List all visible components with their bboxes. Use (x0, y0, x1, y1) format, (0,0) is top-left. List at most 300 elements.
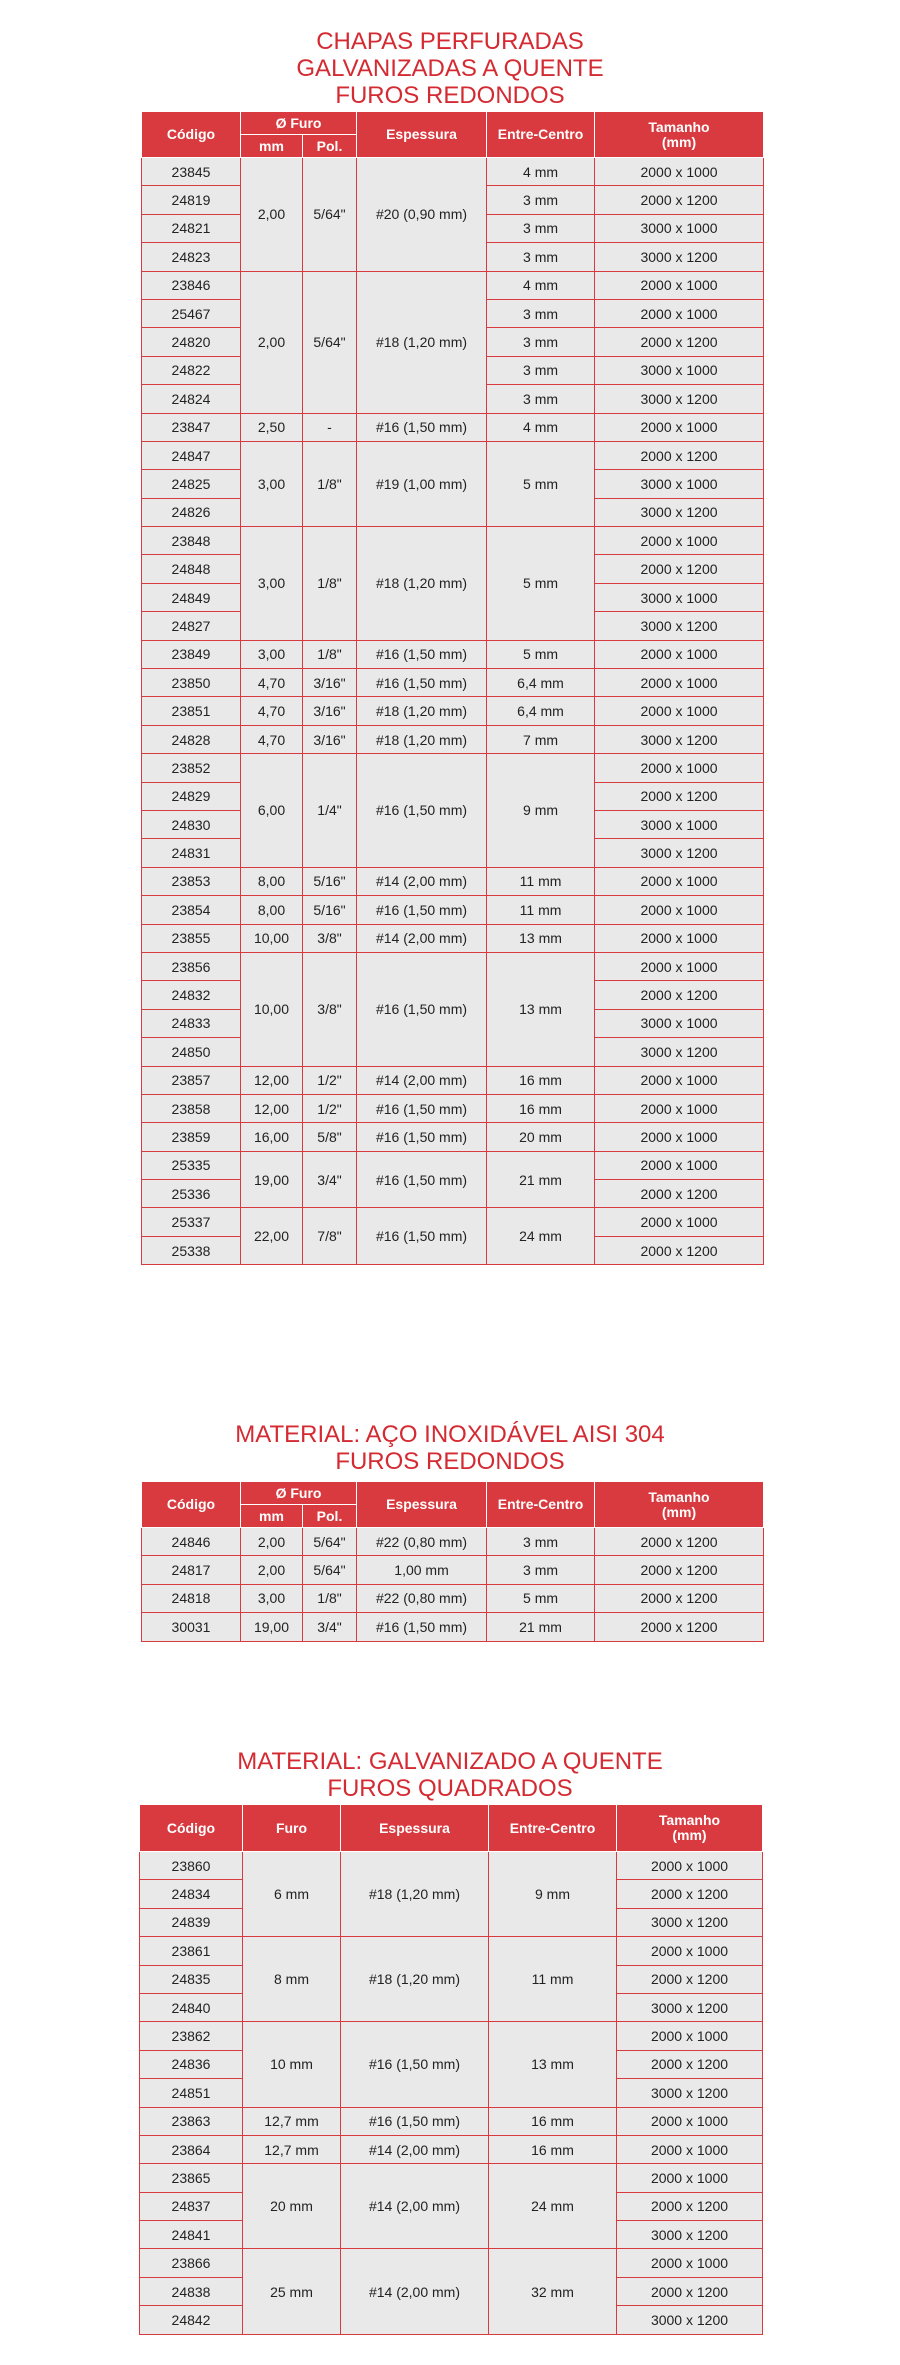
cell-codigo: 24840 (140, 1993, 243, 2021)
header-codigo: Código (140, 1805, 243, 1852)
cell-furo-mm: 8,00 (241, 867, 303, 895)
cell-codigo: 23857 (142, 1066, 241, 1094)
cell-furo-pol: 3/4" (303, 1151, 357, 1208)
cell-tamanho: 2000 x 1200 (617, 2192, 763, 2220)
cell-codigo: 24820 (142, 328, 241, 356)
cell-tamanho: 3000 x 1200 (617, 2221, 763, 2249)
table-row (142, 1613, 764, 1641)
cell-entre-centro: 6,4 mm (487, 697, 595, 725)
cell-tamanho: 3000 x 1200 (617, 1908, 763, 1936)
cell-furo-pol: 3/4" (303, 1613, 357, 1641)
title-line: FUROS QUADRADOS (327, 1775, 573, 1802)
cell-entre-centro: 3 mm (487, 328, 595, 356)
cell-espessura: #14 (2,00 mm) (341, 2135, 489, 2163)
cell-codigo: 23854 (142, 896, 241, 924)
cell-tamanho: 2000 x 1000 (617, 1937, 763, 1965)
cell-furo-pol: - (303, 413, 357, 441)
cell-tamanho: 2000 x 1000 (595, 299, 764, 327)
cell-codigo: 24851 (140, 2079, 243, 2107)
cell-entre-centro: 5 mm (487, 1584, 595, 1612)
cell-furo-mm: 4,70 (241, 725, 303, 753)
table-row (142, 640, 764, 668)
cell-furo-mm: 12,00 (241, 1094, 303, 1122)
cell-entre-centro: 5 mm (487, 441, 595, 526)
cell-furo-mm: 2,00 (241, 1556, 303, 1584)
cell-codigo: 24821 (142, 214, 241, 242)
header-furo: Ø Furo (241, 1482, 357, 1505)
cell-codigo: 24836 (140, 2050, 243, 2078)
cell-codigo: 23856 (142, 952, 241, 980)
cell-espessura: #22 (0,80 mm) (357, 1584, 487, 1612)
cell-espessura: #14 (2,00 mm) (341, 2164, 489, 2249)
cell-codigo: 24831 (142, 839, 241, 867)
cell-codigo: 25335 (142, 1151, 241, 1179)
cell-codigo: 23860 (140, 1852, 243, 1880)
cell-furo-mm: 12,00 (241, 1066, 303, 1094)
cell-espessura: #16 (1,50 mm) (357, 1613, 487, 1641)
cell-entre-centro: 3 mm (487, 214, 595, 242)
table-row (142, 896, 764, 924)
header-tamanho: Tamanho (mm) (595, 1482, 764, 1528)
section-inox-redondos (0, 1421, 900, 1475)
cell-entre-centro: 3 mm (487, 385, 595, 413)
title-line: CHAPAS PERFURADAS (316, 28, 584, 55)
cell-furo-pol: 5/64" (303, 158, 357, 272)
cell-espessura: #16 (1,50 mm) (357, 1151, 487, 1208)
header-codigo: Código (142, 1482, 241, 1528)
cell-entre-centro: 13 mm (489, 2022, 617, 2107)
cell-codigo: 23859 (142, 1123, 241, 1151)
header-furo: Furo (243, 1805, 341, 1852)
cell-entre-centro: 9 mm (487, 754, 595, 868)
cell-entre-centro: 3 mm (487, 186, 595, 214)
cell-tamanho: 3000 x 1200 (595, 243, 764, 271)
cell-codigo: 23858 (142, 1094, 241, 1122)
cell-codigo: 23849 (142, 640, 241, 668)
cell-entre-centro: 24 mm (487, 1208, 595, 1265)
cell-entre-centro: 4 mm (487, 158, 595, 186)
cell-espessura: #16 (1,50 mm) (357, 952, 487, 1066)
cell-tamanho: 3000 x 1200 (595, 498, 764, 526)
cell-tamanho: 3000 x 1000 (595, 356, 764, 384)
cell-furo-pol: 1/8" (303, 441, 357, 526)
cell-entre-centro: 3 mm (487, 1556, 595, 1584)
cell-entre-centro: 3 mm (487, 243, 595, 271)
cell-entre-centro: 21 mm (487, 1613, 595, 1641)
cell-entre-centro: 11 mm (487, 867, 595, 895)
cell-tamanho: 3000 x 1000 (595, 470, 764, 498)
spec-table-inox-redondos (141, 1481, 764, 1642)
cell-espessura: #16 (1,50 mm) (341, 2107, 489, 2135)
cell-furo-mm: 3,00 (241, 640, 303, 668)
table-row (142, 1584, 764, 1612)
cell-codigo: 25337 (142, 1208, 241, 1236)
title-line: FUROS REDONDOS (335, 1448, 565, 1475)
cell-tamanho: 2000 x 1200 (595, 981, 764, 1009)
cell-tamanho: 2000 x 1000 (595, 1094, 764, 1122)
cell-furo-pol: 5/16" (303, 867, 357, 895)
cell-tamanho: 3000 x 1000 (595, 214, 764, 242)
cell-tamanho: 2000 x 1200 (617, 1880, 763, 1908)
cell-tamanho: 2000 x 1000 (595, 697, 764, 725)
cell-furo: 8 mm (243, 1937, 341, 2022)
header-entre-centro: Entre-Centro (487, 1482, 595, 1528)
cell-codigo: 24818 (142, 1584, 241, 1612)
cell-furo-mm: 4,70 (241, 697, 303, 725)
cell-codigo: 23845 (142, 158, 241, 186)
cell-entre-centro: 32 mm (489, 2249, 617, 2334)
cell-tamanho: 2000 x 1000 (595, 952, 764, 980)
header-furo-pol: Pol. (303, 135, 357, 158)
cell-tamanho: 2000 x 1000 (617, 2164, 763, 2192)
cell-entre-centro: 4 mm (487, 413, 595, 441)
cell-espessura: #16 (1,50 mm) (357, 1123, 487, 1151)
header-espessura: Espessura (357, 112, 487, 158)
spec-table-galvanizado-quadrados (139, 1804, 763, 2335)
cell-furo: 6 mm (243, 1852, 341, 1937)
table-row (142, 271, 764, 299)
cell-codigo: 24848 (142, 555, 241, 583)
cell-entre-centro: 11 mm (487, 896, 595, 924)
cell-tamanho: 2000 x 1000 (595, 527, 764, 555)
cell-entre-centro: 9 mm (489, 1852, 617, 1937)
cell-espessura: #16 (1,50 mm) (357, 640, 487, 668)
cell-espessura: #22 (0,80 mm) (357, 1528, 487, 1556)
cell-tamanho: 2000 x 1000 (595, 669, 764, 697)
cell-tamanho: 2000 x 1000 (595, 867, 764, 895)
cell-furo-mm: 19,00 (241, 1613, 303, 1641)
cell-codigo: 24834 (140, 1880, 243, 1908)
cell-entre-centro: 5 mm (487, 640, 595, 668)
cell-codigo: 24839 (140, 1908, 243, 1936)
cell-espessura: #18 (1,20 mm) (357, 527, 487, 641)
cell-espessura: #20 (0,90 mm) (357, 158, 487, 272)
table-row (140, 2107, 763, 2135)
cell-tamanho: 2000 x 1000 (617, 2135, 763, 2163)
cell-codigo: 25336 (142, 1180, 241, 1208)
cell-entre-centro: 6,4 mm (487, 669, 595, 697)
cell-tamanho: 2000 x 1000 (617, 2107, 763, 2135)
cell-furo-mm: 2,50 (241, 413, 303, 441)
cell-espessura: #16 (1,50 mm) (357, 754, 487, 868)
cell-furo-pol: 7/8" (303, 1208, 357, 1265)
cell-tamanho: 3000 x 1200 (595, 612, 764, 640)
cell-espessura: #18 (1,20 mm) (357, 271, 487, 413)
cell-codigo: 24830 (142, 810, 241, 838)
title-line: GALVANIZADAS A QUENTE (296, 55, 604, 82)
cell-codigo: 24833 (142, 1009, 241, 1037)
cell-tamanho: 2000 x 1200 (595, 1584, 764, 1612)
cell-entre-centro: 3 mm (487, 299, 595, 327)
cell-furo-mm: 3,00 (241, 441, 303, 526)
table-row (142, 1151, 764, 1179)
cell-codigo: 24825 (142, 470, 241, 498)
cell-codigo: 23853 (142, 867, 241, 895)
table-row (142, 725, 764, 753)
cell-entre-centro: 13 mm (487, 924, 595, 952)
cell-codigo: 24829 (142, 782, 241, 810)
cell-furo-mm: 6,00 (241, 754, 303, 868)
table-row (142, 413, 764, 441)
cell-furo-pol: 1/8" (303, 1584, 357, 1612)
cell-codigo: 24828 (142, 725, 241, 753)
cell-tamanho: 2000 x 1200 (595, 1236, 764, 1264)
header-tamanho: Tamanho (mm) (595, 112, 764, 158)
table-row (142, 1123, 764, 1151)
cell-tamanho: 2000 x 1000 (595, 1066, 764, 1094)
table-row (140, 1852, 763, 1880)
cell-tamanho: 3000 x 1200 (595, 725, 764, 753)
cell-entre-centro: 3 mm (487, 356, 595, 384)
cell-codigo: 23847 (142, 413, 241, 441)
section-galvanizado-quadrados (0, 1748, 900, 1802)
cell-tamanho: 2000 x 1200 (595, 1613, 764, 1641)
cell-furo-pol: 3/16" (303, 697, 357, 725)
cell-espessura: 1,00 mm (357, 1556, 487, 1584)
cell-tamanho: 2000 x 1200 (595, 1528, 764, 1556)
header-furo-mm: mm (241, 1505, 303, 1528)
spec-table-galvanizadas-redondos (141, 111, 764, 1265)
cell-furo-pol: 5/64" (303, 1528, 357, 1556)
cell-tamanho: 2000 x 1200 (617, 1965, 763, 1993)
cell-furo-pol: 3/16" (303, 725, 357, 753)
cell-espessura: #14 (2,00 mm) (357, 1066, 487, 1094)
table-row (142, 669, 764, 697)
cell-furo-pol: 5/16" (303, 896, 357, 924)
cell-codigo: 23848 (142, 527, 241, 555)
cell-tamanho: 3000 x 1000 (595, 810, 764, 838)
cell-tamanho: 2000 x 1000 (595, 1208, 764, 1236)
cell-tamanho: 3000 x 1000 (595, 1009, 764, 1037)
cell-codigo: 23861 (140, 1937, 243, 1965)
cell-codigo: 24835 (140, 1965, 243, 1993)
cell-tamanho: 2000 x 1200 (595, 555, 764, 583)
cell-espessura: #14 (2,00 mm) (341, 2249, 489, 2334)
cell-tamanho: 2000 x 1200 (617, 2277, 763, 2305)
table-row (142, 1528, 764, 1556)
cell-furo-mm: 2,00 (241, 1528, 303, 1556)
cell-codigo: 23866 (140, 2249, 243, 2277)
cell-furo: 12,7 mm (243, 2107, 341, 2135)
cell-furo-pol: 3/16" (303, 669, 357, 697)
cell-furo-pol: 5/64" (303, 1556, 357, 1584)
cell-tamanho: 2000 x 1000 (617, 2249, 763, 2277)
cell-furo-mm: 10,00 (241, 924, 303, 952)
cell-codigo: 23846 (142, 271, 241, 299)
cell-entre-centro: 24 mm (489, 2164, 617, 2249)
cell-codigo: 24841 (140, 2221, 243, 2249)
cell-espessura: #14 (2,00 mm) (357, 867, 487, 895)
cell-tamanho: 2000 x 1200 (595, 441, 764, 469)
table-row (142, 697, 764, 725)
title-line: MATERIAL: AÇO INOXIDÁVEL AISI 304 (235, 1421, 665, 1448)
cell-tamanho: 3000 x 1200 (617, 2306, 763, 2334)
cell-entre-centro: 4 mm (487, 271, 595, 299)
section-title (0, 1421, 900, 1475)
header-espessura: Espessura (341, 1805, 489, 1852)
section-title (0, 28, 900, 109)
cell-codigo: 23863 (140, 2107, 243, 2135)
cell-codigo: 23864 (140, 2135, 243, 2163)
cell-codigo: 25338 (142, 1236, 241, 1264)
cell-tamanho: 3000 x 1200 (595, 1038, 764, 1066)
table-row (142, 441, 764, 469)
cell-entre-centro: 21 mm (487, 1151, 595, 1208)
cell-codigo: 24824 (142, 385, 241, 413)
cell-codigo: 23852 (142, 754, 241, 782)
cell-furo-mm: 4,70 (241, 669, 303, 697)
cell-furo-pol: 3/8" (303, 952, 357, 1066)
cell-tamanho: 2000 x 1000 (595, 271, 764, 299)
cell-tamanho: 2000 x 1000 (595, 924, 764, 952)
table-row (142, 527, 764, 555)
cell-codigo: 24817 (142, 1556, 241, 1584)
cell-codigo: 24827 (142, 612, 241, 640)
table-row (140, 2022, 763, 2050)
cell-entre-centro: 16 mm (489, 2107, 617, 2135)
cell-entre-centro: 5 mm (487, 527, 595, 641)
cell-codigo: 24823 (142, 243, 241, 271)
header-furo-mm: mm (241, 135, 303, 158)
cell-codigo: 24838 (140, 2277, 243, 2305)
cell-furo-pol: 3/8" (303, 924, 357, 952)
table-row (142, 867, 764, 895)
cell-entre-centro: 16 mm (487, 1094, 595, 1122)
cell-tamanho: 3000 x 1200 (617, 1993, 763, 2021)
table-row (140, 2164, 763, 2192)
table-row (142, 1208, 764, 1236)
cell-codigo: 24849 (142, 583, 241, 611)
cell-tamanho: 2000 x 1000 (595, 413, 764, 441)
cell-codigo: 23855 (142, 924, 241, 952)
cell-espessura: #18 (1,20 mm) (341, 1937, 489, 2022)
cell-entre-centro: 7 mm (487, 725, 595, 753)
cell-tamanho: 2000 x 1200 (595, 1180, 764, 1208)
cell-entre-centro: 16 mm (487, 1066, 595, 1094)
header-furo: Ø Furo (241, 112, 357, 135)
table-row (142, 924, 764, 952)
cell-tamanho: 2000 x 1000 (617, 1852, 763, 1880)
cell-tamanho: 3000 x 1200 (595, 385, 764, 413)
cell-tamanho: 2000 x 1000 (595, 1151, 764, 1179)
table-row (142, 1556, 764, 1584)
cell-furo-mm: 22,00 (241, 1208, 303, 1265)
header-entre-centro: Entre-Centro (487, 112, 595, 158)
cell-codigo: 24819 (142, 186, 241, 214)
cell-codigo: 23862 (140, 2022, 243, 2050)
table-row (142, 952, 764, 980)
section-galvanizadas-redondos (0, 28, 900, 109)
cell-entre-centro: 16 mm (489, 2135, 617, 2163)
cell-entre-centro: 3 mm (487, 1528, 595, 1556)
cell-entre-centro: 13 mm (487, 952, 595, 1066)
cell-tamanho: 2000 x 1200 (595, 782, 764, 810)
table-row (140, 2249, 763, 2277)
table-row (142, 1094, 764, 1122)
cell-codigo: 24847 (142, 441, 241, 469)
cell-furo: 12,7 mm (243, 2135, 341, 2163)
cell-espessura: #18 (1,20 mm) (357, 697, 487, 725)
cell-furo-mm: 10,00 (241, 952, 303, 1066)
table-row (140, 2135, 763, 2163)
cell-furo-mm: 16,00 (241, 1123, 303, 1151)
title-line: MATERIAL: GALVANIZADO A QUENTE (237, 1748, 663, 1775)
cell-entre-centro: 20 mm (487, 1123, 595, 1151)
header-codigo: Código (142, 112, 241, 158)
cell-codigo: 24837 (140, 2192, 243, 2220)
cell-espessura: #16 (1,50 mm) (357, 1094, 487, 1122)
table-row (142, 1066, 764, 1094)
cell-furo-pol: 5/8" (303, 1123, 357, 1151)
cell-tamanho: 2000 x 1000 (595, 754, 764, 782)
cell-codigo: 24850 (142, 1038, 241, 1066)
cell-espessura: #16 (1,50 mm) (357, 413, 487, 441)
header-tamanho: Tamanho (mm) (617, 1805, 763, 1852)
section-title (0, 1748, 900, 1802)
cell-tamanho: 2000 x 1200 (617, 2050, 763, 2078)
cell-furo-mm: 2,00 (241, 158, 303, 272)
cell-furo-mm: 3,00 (241, 527, 303, 641)
cell-tamanho: 3000 x 1200 (595, 839, 764, 867)
cell-codigo: 24832 (142, 981, 241, 1009)
cell-furo-pol: 1/2" (303, 1094, 357, 1122)
cell-codigo: 23850 (142, 669, 241, 697)
cell-furo: 10 mm (243, 2022, 341, 2107)
cell-espessura: #18 (1,20 mm) (341, 1852, 489, 1937)
cell-tamanho: 2000 x 1000 (617, 2022, 763, 2050)
cell-espessura: #16 (1,50 mm) (341, 2022, 489, 2107)
title-line: FUROS REDONDOS (335, 82, 565, 109)
cell-furo-pol: 1/2" (303, 1066, 357, 1094)
cell-furo-mm: 19,00 (241, 1151, 303, 1208)
cell-espessura: #19 (1,00 mm) (357, 441, 487, 526)
cell-codigo: 24822 (142, 356, 241, 384)
cell-codigo: 23851 (142, 697, 241, 725)
header-espessura: Espessura (357, 1482, 487, 1528)
cell-tamanho: 2000 x 1200 (595, 328, 764, 356)
cell-furo-pol: 1/4" (303, 754, 357, 868)
cell-espessura: #16 (1,50 mm) (357, 669, 487, 697)
cell-tamanho: 2000 x 1000 (595, 896, 764, 924)
cell-codigo: 24846 (142, 1528, 241, 1556)
cell-tamanho: 2000 x 1000 (595, 1123, 764, 1151)
cell-espessura: #16 (1,50 mm) (357, 896, 487, 924)
cell-tamanho: 2000 x 1000 (595, 158, 764, 186)
cell-codigo: 24826 (142, 498, 241, 526)
cell-furo: 25 mm (243, 2249, 341, 2334)
cell-furo-mm: 3,00 (241, 1584, 303, 1612)
cell-furo: 20 mm (243, 2164, 341, 2249)
cell-furo-mm: 2,00 (241, 271, 303, 413)
cell-furo-mm: 8,00 (241, 896, 303, 924)
cell-codigo: 24842 (140, 2306, 243, 2334)
cell-espessura: #16 (1,50 mm) (357, 1208, 487, 1265)
table-row (142, 754, 764, 782)
cell-tamanho: 2000 x 1000 (595, 640, 764, 668)
table-row (142, 158, 764, 186)
table-row (140, 1937, 763, 1965)
cell-tamanho: 3000 x 1200 (617, 2079, 763, 2107)
cell-tamanho: 3000 x 1000 (595, 583, 764, 611)
cell-codigo: 30031 (142, 1613, 241, 1641)
header-entre-centro: Entre-Centro (489, 1805, 617, 1852)
cell-furo-pol: 5/64" (303, 271, 357, 413)
cell-furo-pol: 1/8" (303, 527, 357, 641)
cell-espessura: #18 (1,20 mm) (357, 725, 487, 753)
cell-tamanho: 2000 x 1200 (595, 186, 764, 214)
cell-codigo: 25467 (142, 299, 241, 327)
cell-furo-pol: 1/8" (303, 640, 357, 668)
